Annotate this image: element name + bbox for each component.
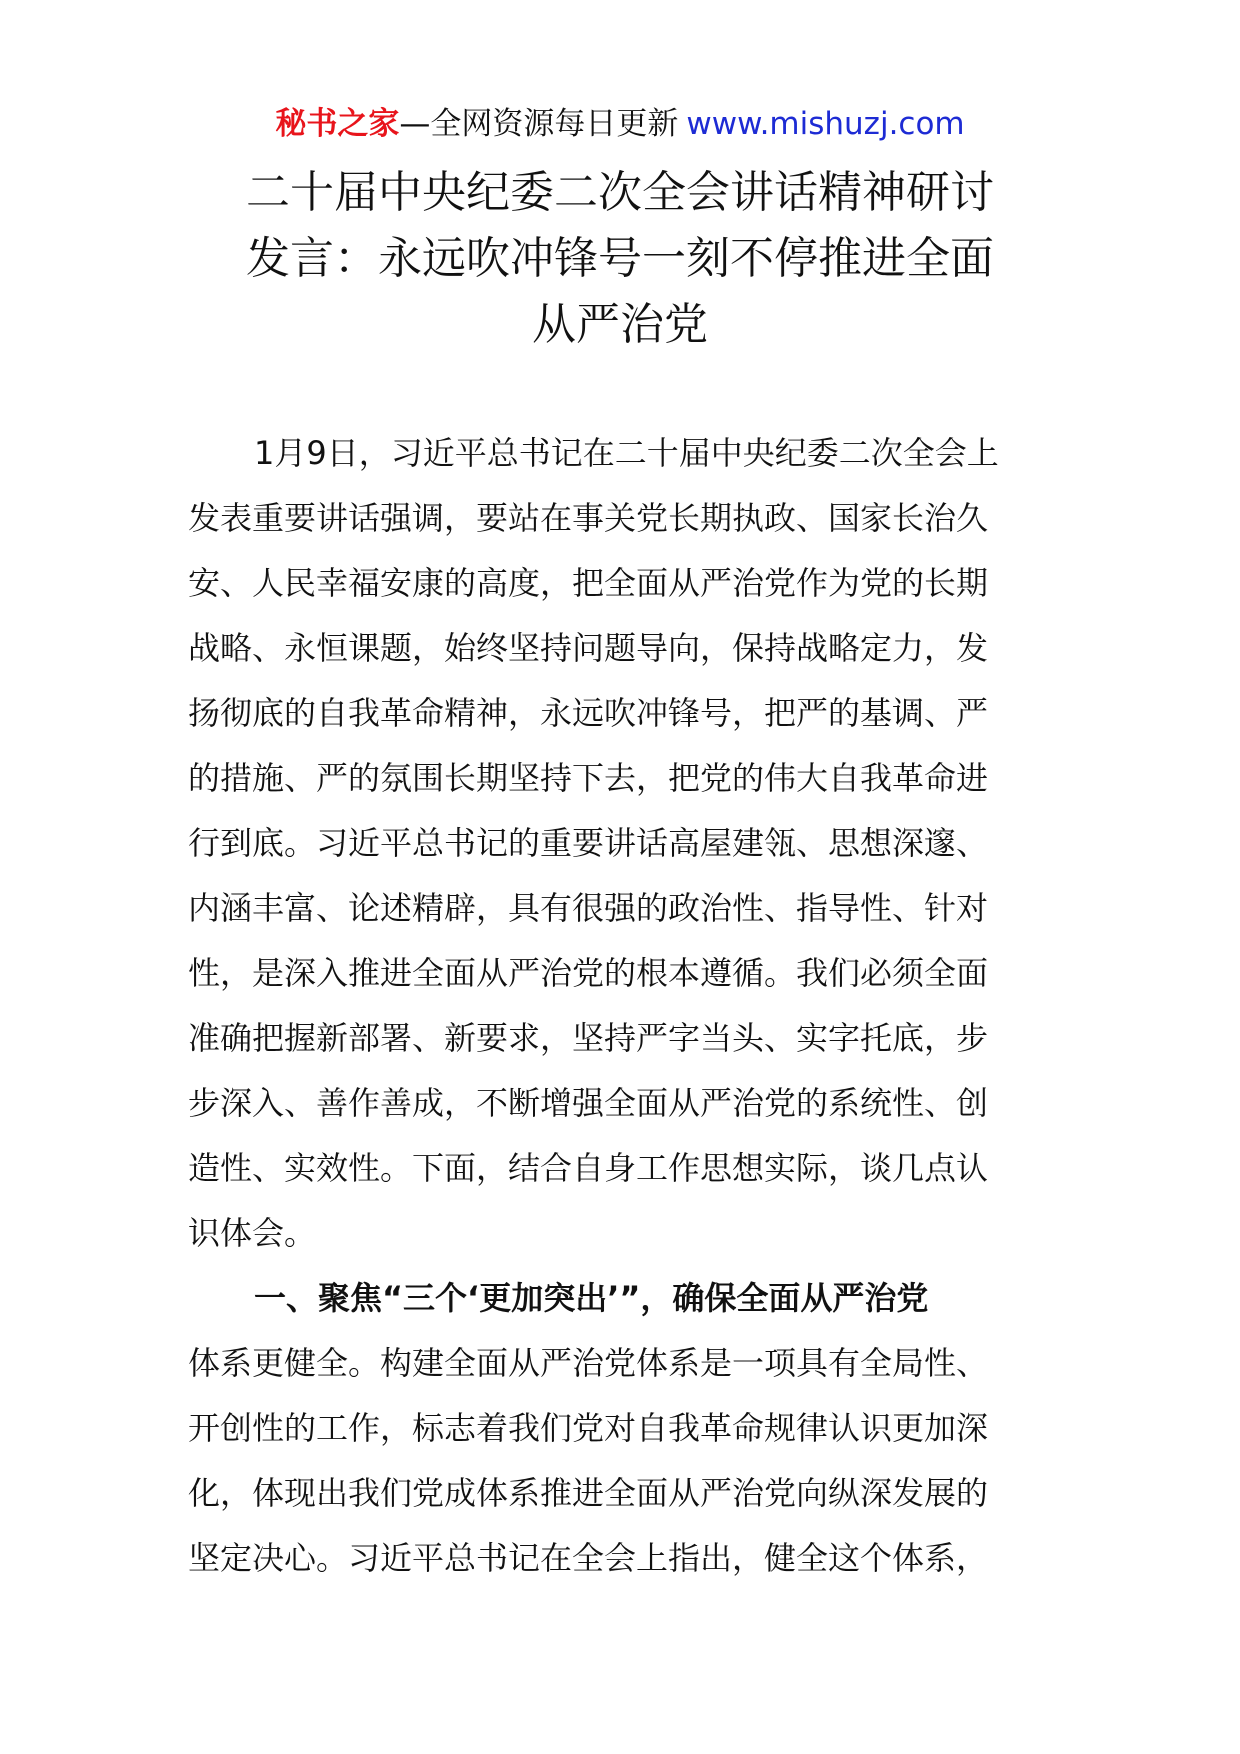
text-line: 准确把握新部署、新要求，坚持严字当头、实字托底，步: [188, 1019, 989, 1057]
header-tagline: —全网资源每日更新: [399, 106, 679, 142]
title-line-3: 从严治党: [532, 299, 708, 350]
title-line-1: 二十届中央纪委二次全会讲话精神研讨: [246, 167, 994, 218]
text-line: 体系更健全。构建全面从严治党体系是一项具有全局性、: [188, 1344, 989, 1382]
document-title: [190, 160, 1050, 358]
text-line: 识体会。: [188, 1214, 317, 1252]
title-line-2: 发言：永远吹冲锋号一刻不停推进全面: [246, 233, 994, 284]
text-line: 性，是深入推进全面从严治党的根本遵循。我们必须全面: [188, 954, 989, 992]
text-line: 内涵丰富、论述精辟，具有很强的政治性、指导性、针对: [188, 889, 989, 927]
text-line: 1月9日，习近平总书记在二十届中央纪委二次全会上: [254, 434, 999, 472]
section-heading-line: 一、聚焦“三个‘更加突出’”，确保全面从严治党: [254, 1279, 929, 1317]
site-url-link[interactable]: www.mishuzj.com: [686, 106, 965, 142]
text-line: 安、人民幸福安康的高度，把全面从严治党作为党的长期: [188, 564, 989, 602]
text-line: 坚定决心。习近平总书记在全会上指出，健全这个体系，: [188, 1539, 989, 1577]
text-line: 步深入、善作善成，不断增强全面从严治党的系统性、创: [188, 1084, 989, 1122]
text-line: 化，体现出我们党成体系推进全面从严治党向纵深发展的: [188, 1474, 989, 1512]
text-line: 的措施、严的氛围长期坚持下去，把党的伟大自我革命进: [188, 759, 989, 797]
text-line: 开创性的工作，标志着我们党对自我革命规律认识更加深: [188, 1409, 989, 1447]
text-line: 战略、永恒课题，始终坚持问题导向，保持战略定力，发: [188, 629, 989, 667]
document-body: [188, 421, 1060, 1591]
watermark-header: [0, 102, 1240, 146]
paragraph-section-one: [188, 1266, 1060, 1591]
text-line: 发表重要讲话强调，要站在事关党长期执政、国家长治久: [188, 499, 989, 537]
text-line: 扬彻底的自我革命精神，永远吹冲锋号，把严的基调、严: [188, 694, 989, 732]
text-line: 造性、实效性。下面，结合自身工作思想实际，谈几点认: [188, 1149, 989, 1187]
paragraph-intro: [188, 421, 1060, 1266]
text-line: 行到底。习近平总书记的重要讲话高屋建瓴、思想深邃、: [188, 824, 989, 862]
brand-name: 秘书之家: [275, 106, 400, 142]
